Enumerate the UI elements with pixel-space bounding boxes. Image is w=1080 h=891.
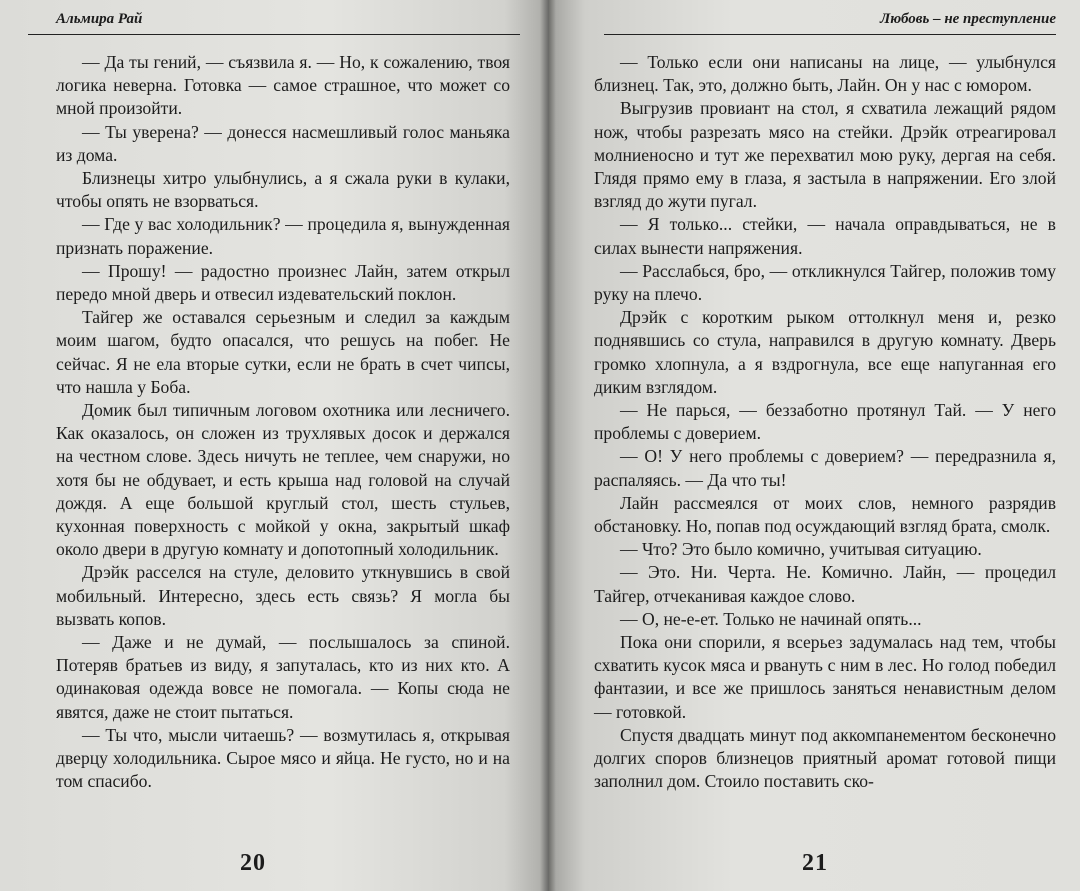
paragraph: — Ты уверена? — донесся насмешливый голос маньяка из дома. — [56, 121, 510, 165]
left-running-head: Альмира Рай — [28, 8, 520, 35]
right-page — [548, 0, 1080, 891]
right-running-head: Любовь – не преступление — [604, 8, 1056, 35]
paragraph: — Что? Это было комично, учитывая ситуацию. — [620, 539, 982, 560]
paragraph: — Прошу! — радостно произнес Лайн, затем открыл передо мной дверь и отвесил издевательский поклон. — [56, 260, 510, 305]
left-page-number: 20 — [240, 850, 266, 876]
paragraph: — Я только... стейки, — начала оправдываться, не в силах вынести напряжения. — [594, 214, 1056, 258]
paragraph: Домик был типичным логовом охотника или лесничего. Как оказалось, он сложен из трухлявых досок и держался на честном слове. Здесь ничуть не теплее, чем снаружи, но хотя бы не обдувает, и есть крыша над головой на случай дождя. А еще большой круглый стол, шесть стульев, кухонная поверхность с мойкой у окна, закрытый шкаф около двери в другую комнату и допотопный холодильник. — [56, 400, 510, 560]
right-page-text — [594, 51, 1056, 794]
paragraph: Лайн рассмеялся от моих слов, немного разрядив обстановку. Но, попав под осуждающий взгляд брата, смолк. — [594, 492, 1056, 537]
paragraph: — Ты что, мысли читаешь? — возмутилась я, открывая дверцу холодильника. Сырое мясо и яйца. Не густо, но и на том спасибо. — [56, 724, 510, 792]
paragraph: — Да ты гений, — съязвила я. — Но, к сожалению, твоя логика неверна. Готовка — самое страшное, что может со мной произойти. — [56, 52, 510, 119]
paragraph: — Это. Ни. Черта. Не. Комично. Лайн, — процедил Тайгер, отчеканивая каждое слово. — [594, 562, 1056, 606]
paragraph: Выгрузив провиант на стол, я схватила лежащий рядом нож, чтобы разрезать мясо на стейки. Дрэйк отреагировал молниеносно и тут же перехватил мою руку, дергая на себя. Глядя прямо ему в глаза, я застыла в напряжении. Его злой взгляд до жути пугал. — [594, 98, 1056, 212]
right-page-number: 21 — [802, 850, 828, 876]
paragraph: Тайгер же оставался серьезным и следил за каждым моим шагом, будто опасался, что решусь на побег. Не сейчас. Я не ела вторые сутки, если не брать в счет чипсы, что нашла у Боба. — [56, 307, 510, 397]
paragraph: Дрэйк расселся на стуле, деловито уткнувшись в свой мобильный. Интересно, здесь есть связь? Я могла бы вызвать копов. — [56, 562, 510, 629]
paragraph: — О, не-е-ет. Только не начинай опять... — [620, 608, 922, 629]
book-gutter-shadow — [540, 0, 556, 891]
paragraph: — О! У него проблемы с доверием? — передразнила я, распаляясь. — Да что ты! — [594, 446, 1056, 490]
paragraph: — Где у вас холодильник? — процедила я, вынужденная признать поражение. — [56, 214, 510, 258]
paragraph: Пока они спорили, я всерьез задумалась над тем, чтобы схватить кусок мяса и рвануть с ним в лес. Но голод победил фантазии, и все же пришлось заняться ненавистным делом — готовкой. — [594, 632, 1056, 722]
paragraph: Спустя двадцать минут под аккомпанементом бесконечно долгих споров близнецов приятный аромат готовой пищи заполнил дом. Стоило поставить ско- — [594, 724, 1056, 792]
left-page-text — [56, 51, 510, 794]
paragraph: Дрэйк с коротким рыком оттолкнул меня и, резко поднявшись со стула, направился в другую комнату. Дверь громко хлопнула, а я вздрогнула, все еще напуганная его диким взглядом. — [594, 307, 1056, 397]
paragraph: — Не парься, — беззаботно протянул Тай. — У него проблемы с доверием. — [594, 400, 1056, 444]
paragraph: — Только если они написаны на лице, — улыбнулся близнец. Так, это, должно быть, Лайн. Он у нас с юмором. — [594, 52, 1056, 96]
paragraph: — Расслабься, бро, — откликнулся Тайгер, положив тому руку на плечо. — [594, 260, 1056, 305]
paragraph: — Даже и не думай, — послышалось за спиной. Потеряв братьев из виду, я запуталась, кто из них кто. А одинаковая одежда вовсе не помогала. — Копы сюда не явятся, даже не стоит пытаться. — [56, 632, 510, 722]
paragraph: Близнецы хитро улыбнулись, а я сжала руки в кулаки, чтобы опять не взорваться. — [56, 168, 510, 212]
